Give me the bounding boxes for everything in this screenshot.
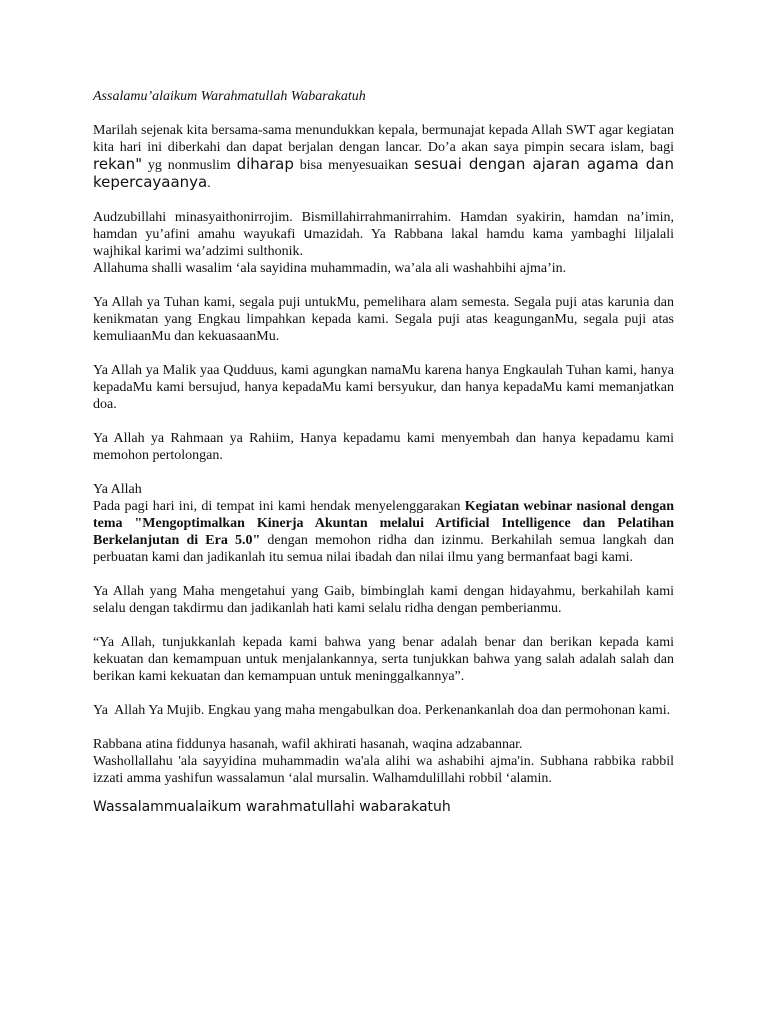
opening-text-a: Marilah sejenak kita bersama-sama menundukkan kepala, bermunajat kepada Allah SWT agar kegiatan kita hari ini diberkahi dan dapat berjalan dengan lancar. Do’a akan saya pimpin secara islam, bagi bbox=[93, 123, 674, 155]
paragraph-petunjuk: “Ya Allah, tunjukkanlah kepada kami bahwa yang benar adalah benar dan berikan kepada kami kekuatan dan kemampuan untuk menjalankannya, serta tunjukkan bahwa yang salah adalah salah dan berikan kami kekuatan dan kemampuan untuk meninggalkannya”. bbox=[93, 635, 674, 684]
opening-text-f: sesuai dengan ajaran agama dan kepercayaanya bbox=[93, 155, 674, 191]
document-body bbox=[93, 88, 674, 816]
audzubillahi-text-c: mazidah. Ya Rabbana lakal hamdu kama yambaghi liljalali wajhikal karimi wa’adzimi sulthonik. bbox=[93, 227, 674, 259]
audzubillahi-text-a: Audzubillahi minasyaithonirrojim. Bismillahirrahmanirrahim. Hamdan syakirin, hamdan na’imin, hamdan yu’afini amahu wayukafi bbox=[93, 210, 674, 242]
paragraph-audzubillahi bbox=[93, 209, 674, 260]
opening-text-d: diharap bbox=[236, 155, 294, 173]
paragraph-kegiatan bbox=[93, 498, 674, 566]
paragraph-opening bbox=[93, 122, 674, 192]
paragraph-mujib: Ya Allah Ya Mujib. Engkau yang maha mengabulkan doa. Perkenankanlah doa dan permohonan kami. bbox=[93, 703, 671, 718]
paragraph-rahmaan: Ya Allah ya Rahmaan ya Rahiim, Hanya kepadamu kami menyembah dan hanya kepadamu kami memohon pertolongan. bbox=[93, 431, 674, 463]
opening-text-b: rekan" bbox=[93, 155, 143, 173]
paragraph-gaib: Ya Allah yang Maha mengetahui yang Gaib, bimbinglah kami dengan hidayahmu, berkahilah kami selalu dengan takdirmu dan jadikanlah hati kami selalu ridha dengan pemberianmu. bbox=[93, 584, 674, 616]
opening-text-g: . bbox=[207, 176, 211, 191]
kegiatan-title: Kegiatan webinar nasional dengan tema "Mengoptimalkan Kinerja Akuntan melalui Artificial Intelligence dan Pelatihan Berkelanjutan di Era 5.0" bbox=[93, 499, 674, 548]
kegiatan-text-c: dengan memohon ridha dan izinmu. Berkahilah semua langkah dan perbuatan kami dan jadikanlah itu semua nilai ibadah dan nilai ilmu yang bermanfaat bagi kami. bbox=[93, 533, 674, 565]
kegiatan-text-a: Pada pagi hari ini, di tempat ini kami hendak menyelenggarakan bbox=[93, 499, 465, 514]
audzubillahi-text-b: u bbox=[303, 226, 313, 242]
ya-allah-heading: Ya Allah bbox=[93, 482, 142, 497]
paragraph-shalawat: Allahuma shalli wasalim ‘ala sayidina muhammadin, wa’ala ali washahbihi ajma’in. bbox=[93, 261, 567, 276]
greeting: Assalamu’alaikum Warahmatullah Wabarakatuh bbox=[93, 89, 366, 104]
opening-text-c: yg nonmuslim bbox=[142, 158, 237, 173]
opening-text-e: bisa menyesuaikan bbox=[293, 158, 415, 173]
paragraph-rabbana: Rabbana atina fiddunya hasanah, wafil akhirati hasanah, waqina adzabannar. bbox=[93, 737, 523, 752]
paragraph-penutup-doa: Washollallahu 'ala sayyidina muhammadin wa'ala alihi wa ashabihi ajma'in. Subhana rabbika rabbil izzati amma yashifun wassalamun ‘alal mursalin. Walhamdulillahi robbil ‘alamin. bbox=[93, 754, 674, 786]
paragraph-tuhan: Ya Allah ya Tuhan kami, segala puji untukMu, pemelihara alam semesta. Segala puji atas karunia dan kenikmatan yang Engkau limpahkan kepada kami. Segala puji atas keagunganMu, segala puji atas kemuliaanMu dan kekuasaanMu. bbox=[93, 295, 674, 344]
paragraph-malik: Ya Allah ya Malik yaa Qudduus, kami agungkan namaMu karena hanya Engkaulah Tuhan kami, hanya kepadaMu kami bersujud, hanya kepadaMu kami bersyukur, dan hanya kepadaMu kami memanjatkan doa. bbox=[93, 363, 674, 412]
closing-greeting: Wassalammualaikum warahmatullahi wabarakatuh bbox=[93, 799, 451, 815]
